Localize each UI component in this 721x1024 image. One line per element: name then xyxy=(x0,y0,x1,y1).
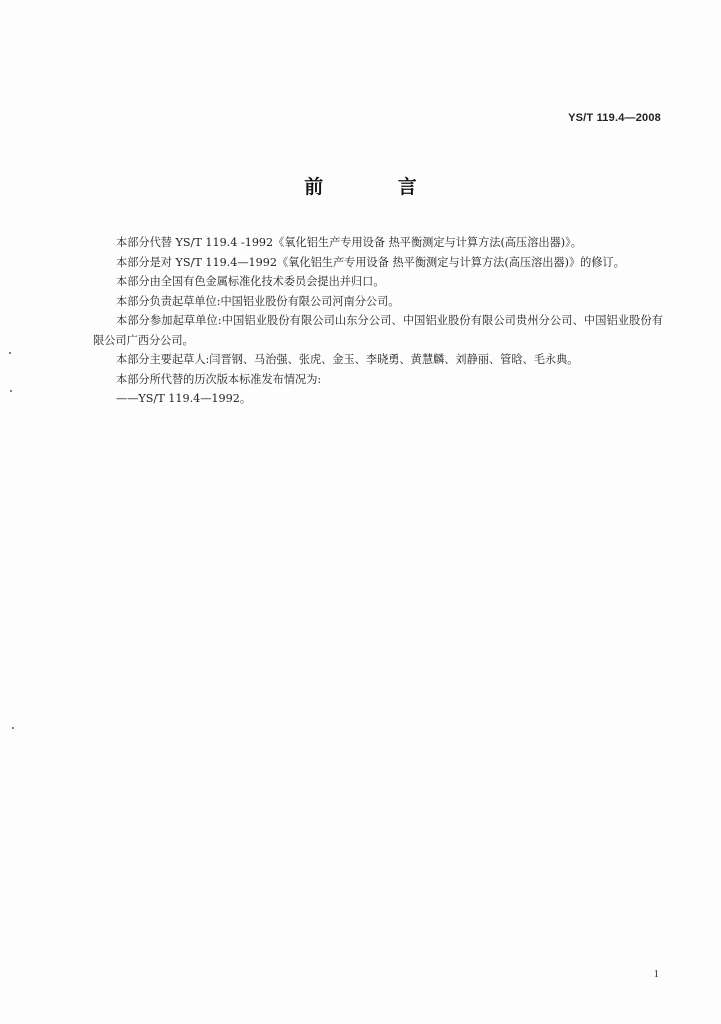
paragraph-main-drafters: 本部分主要起草人:闫晋钢、马治强、张虎、金玉、李晓勇、黄慧麟、刘静丽、管晗、毛永典。 xyxy=(116,353,579,366)
paragraph-proposer: 本部分由全国有色金属标准化技术委员会提出并归口。 xyxy=(116,275,385,288)
scan-speck xyxy=(9,352,11,354)
paragraph-lead-drafter: 本部分负责起草单位:中国铝业股份有限公司河南分公司。 xyxy=(116,294,400,308)
paragraph-participating-drafters: 本部分参加起草单位:中国铝业股份有限公司山东分公司、中国铝业股份有限公司贵州分公司、中国铝业股份有限公司广西分公司。 xyxy=(93,314,663,347)
scan-speck xyxy=(10,390,12,392)
page-title: 前 言 xyxy=(304,176,451,198)
standard-number: YS/T 119.4—2008 xyxy=(568,112,661,124)
paragraph-replaces: 本部分代替 YS/T 119.4 -1992《氧化铝生产专用设备 热平衡测定与计算方法(高压溶出器)》。 xyxy=(116,236,582,249)
paragraph-history-intro: 本部分所代替的历次版本标准发布情况为: xyxy=(116,372,322,386)
page-number: 1 xyxy=(653,968,659,980)
paragraph-revision: 本部分是对 YS/T 119.4—1992《氧化铝生产专用设备 热平衡测定与计算方法(高压溶出器)》的修订。 xyxy=(116,255,625,269)
scan-speck xyxy=(12,727,14,729)
paragraph-history-item: ——YS/T 119.4—1992。 xyxy=(116,392,252,405)
preface-body xyxy=(93,233,663,409)
